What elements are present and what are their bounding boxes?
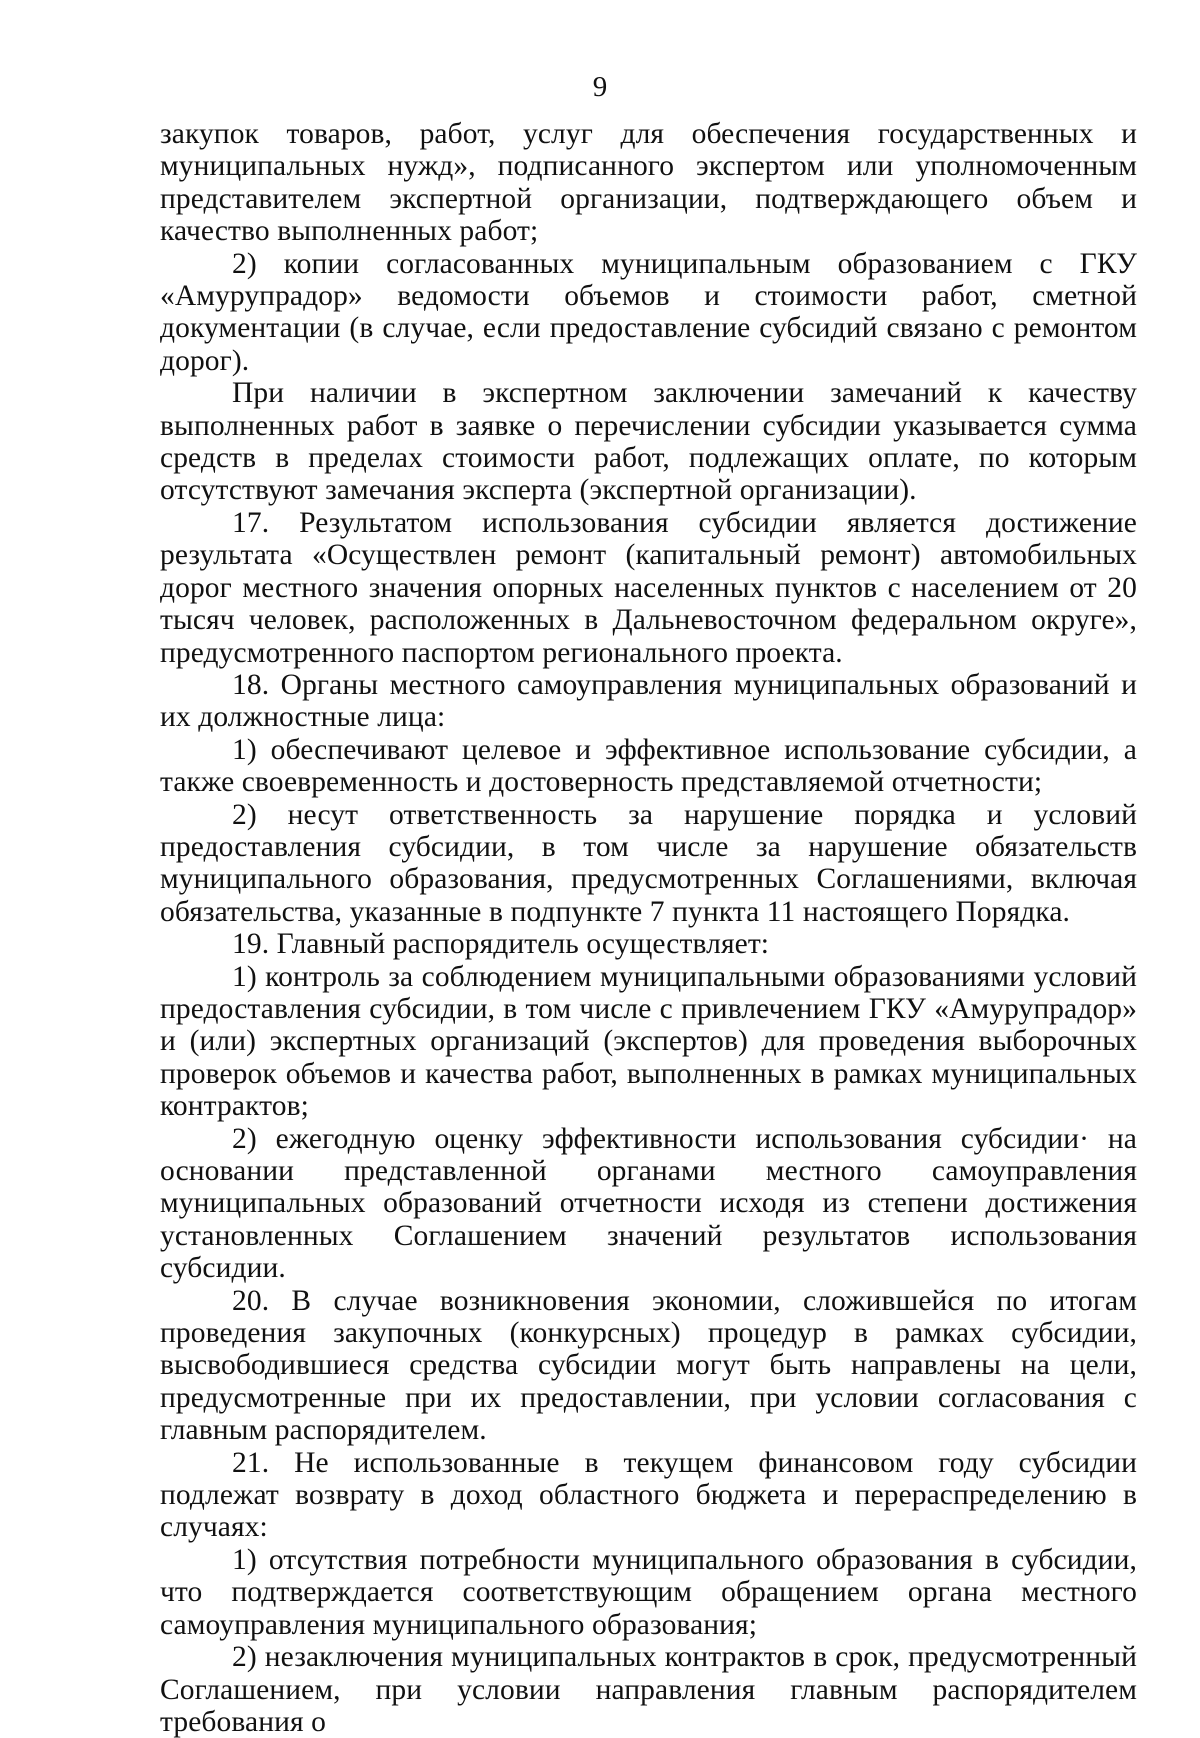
paragraph-item-2-copies: 2) копии согласованных муниципальным образованием с ГКУ «Амурупрадор» ведомости объемов и стоимости работ, сметной документации (в случае, если предоставление субсидий связано с ремонтом дорог).	[160, 247, 1137, 377]
paragraph-continuation: закупок товаров, работ, услуг для обеспечения государственных и муниципальных нужд», подписанного экспертом или уполномоченным представителем экспертной организации, подтверждающего объем и качество выполненных работ;	[160, 118, 1137, 248]
paragraph-clause-21: 21. Не использованные в текущем финансовом году субсидии подлежат возврату в доход областного бюджета и перераспределению в случаях:	[160, 1446, 1137, 1544]
paragraph-clause-18-item-1: 1) обеспечивают целевое и эффективное использование субсидии, а также своевременность и достоверность представляемой отчетности;	[160, 733, 1137, 799]
document-body	[160, 118, 1137, 1738]
page-number: 9	[592, 71, 608, 103]
paragraph-clause-19: 19. Главный распорядитель осуществляет:	[232, 928, 770, 961]
paragraph-clause-20: 20. В случае возникновения экономии, сложившейся по итогам проведения закупочных (конкурсных) процедур в рамках субсидии, высвободившиеся средства субсидии могут быть направлены на цели, предусмотренные при их предоставлении, при условии согласования с главным распорядителем.	[160, 1284, 1137, 1447]
paragraph-clause-19-item-2: 2) ежегодную оценку эффективности использования субсидии· на основании представленной органами местного самоуправления муниципальных образований отчетности исходя из степени достижения установленных Соглашением значений результатов использования субсидии.	[160, 1122, 1137, 1285]
paragraph-clause-21-item-1: 1) отсутствия потребности муниципального образования в субсидии, что подтверждается соответствующим обращением органа местного самоуправления муниципального образования;	[160, 1543, 1137, 1641]
paragraph-clause-21-item-2: 2) незаключения муниципальных контрактов в срок, предусмотренный Соглашением, при условии направления главным распорядителем требования о	[160, 1641, 1137, 1738]
paragraph-clause-18-item-2: 2) несут ответственность за нарушение порядка и условий предоставления субсидии, в том числе за нарушение обязательств муниципального образования, предусмотренных Соглашениями, включая обязательства, указанные в подпункте 7 пункта 11 настоящего Порядка.	[160, 798, 1137, 928]
paragraph-clause-19-item-1: 1) контроль за соблюдением муниципальными образованиями условий предоставления субсидии, в том числе с привлечением ГКУ «Амурупрадор» и (или) экспертных организаций (экспертов) для проведения выборочных проверок объемов и качества работ, выполненных в рамках муниципальных контрактов;	[160, 960, 1137, 1123]
paragraph-clause-18: 18. Органы местного самоуправления муниципальных образований и их должностные лица:	[160, 668, 1137, 734]
paragraph-expert-remarks: При наличии в экспертном заключении замечаний к качеству выполненных работ в заявке о перечислении субсидии указывается сумма средств в пределах стоимости работ, подлежащих оплате, по которым отсутствуют замечания эксперта (экспертной организации).	[160, 377, 1137, 507]
paragraph-clause-17: 17. Результатом использования субсидии является достижение результата «Осуществлен ремонт (капитальный ремонт) автомобильных дорог местного значения опорных населенных пунктов с населением от 20 тысяч человек, расположенных в Дальневосточном федеральном округе», предусмотренного паспортом регионального проекта.	[160, 506, 1137, 669]
